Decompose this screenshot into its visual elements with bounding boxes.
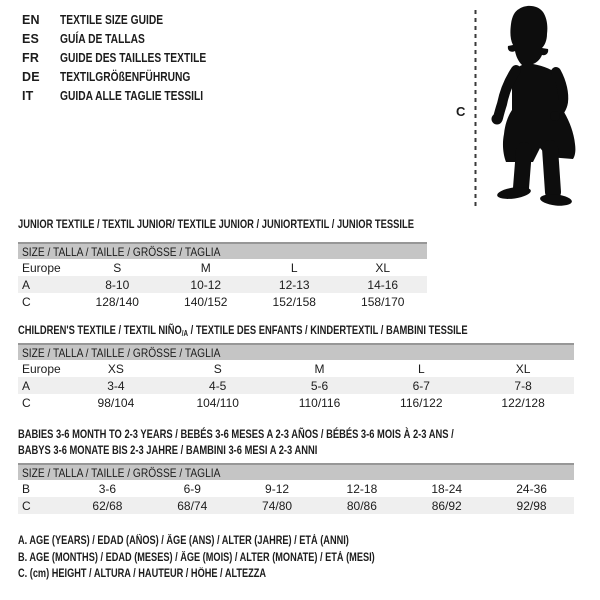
value-cell: 74/80	[235, 497, 320, 514]
value-cell: 5-6	[269, 377, 371, 394]
size-header-row	[18, 243, 427, 259]
value-cell: 6-7	[370, 377, 472, 394]
children-title-prefix: CHILDREN'S TEXTILE / TEXTIL NIÑO	[18, 323, 182, 337]
babies-title-line2: BABYS 3-6 MONATE BIS 2-3 JAHRE / BAMBINI 3-6 MESI A 2-3 ANNI	[18, 443, 318, 457]
row-label-cell: C	[22, 294, 31, 309]
value-cell: 158/170	[361, 294, 405, 309]
value-cell: 6-9	[183, 481, 201, 496]
value-cell: 7-8	[472, 377, 574, 394]
value-cell: 12-18	[346, 481, 378, 496]
age-row	[18, 276, 427, 293]
baby-shape	[492, 6, 576, 207]
language-row-en	[22, 10, 238, 29]
height-row	[18, 394, 574, 411]
language-code: ES	[22, 31, 40, 46]
value-cell: 98/104	[97, 395, 135, 410]
children-title-text	[18, 322, 468, 340]
language-title: TEXTILE SIZE GUIDE	[60, 12, 164, 27]
size-columns-row	[18, 360, 574, 377]
babies-title-line1: BABIES 3-6 MONTH TO 2-3 YEARS / BEBÉS 3-6 MESES A 2-3 AÑOS / BÉBÉS 3-6 MOIS À 2-3 ANS /	[18, 427, 454, 441]
row-label-cell: A	[18, 377, 65, 394]
children-title-subscript: /A	[181, 329, 189, 338]
language-code: EN	[22, 12, 40, 27]
babies-size-table	[18, 463, 574, 514]
size-col-cell: S	[213, 361, 222, 376]
size-col-cell: L	[290, 260, 298, 275]
language-row-de	[22, 68, 238, 87]
value-cell: 4-5	[167, 377, 269, 394]
row-label-cell: B	[22, 481, 31, 496]
size-col-cell: S	[113, 260, 122, 275]
note-text: C. (cm) HEIGHT / ALTURA / HAUTEUR / HÖHE / ALTEZZA	[18, 568, 267, 580]
note-height-cm	[18, 566, 464, 583]
language-title-list	[22, 10, 238, 106]
note-text: B. AGE (MONTHS) / EDAD (MESES) / ÂGE (MOIS) / ALTER (MONATE) / ETÀ (MESI)	[18, 551, 375, 564]
baby-silhouette	[448, 0, 600, 212]
note-age-years	[18, 533, 464, 550]
language-title: GUIDE DES TAILLES TEXTILE	[60, 50, 207, 65]
language-code: IT	[22, 89, 34, 104]
value-cell: 10-12	[162, 276, 251, 293]
value-cell: 3-6	[98, 481, 117, 496]
language-code: DE	[22, 70, 40, 85]
value-cell: 68/74	[150, 497, 235, 514]
children-title-suffix: / TEXTILE DES ENFANTS / KINDERTEXTIL / BAMBINI TESSILE	[188, 323, 468, 337]
legend-notes	[18, 533, 464, 583]
size-header-label: SIZE / TALLA / TAILLE / GRÖSSE / TAGLIA	[22, 465, 221, 480]
language-row-es	[22, 29, 238, 48]
value-cell: 18-24	[431, 481, 463, 496]
value-cell: 110/116	[298, 395, 341, 410]
children-table-title	[18, 322, 594, 340]
value-cell: 3-4	[65, 377, 167, 394]
size-header-row	[18, 344, 574, 360]
language-row-fr	[22, 48, 238, 67]
value-cell: 92/98	[489, 497, 574, 514]
row-label-cell: A	[18, 276, 73, 293]
language-title: GUÍA DE TALLAS	[60, 31, 145, 46]
size-col-cell: L	[417, 361, 425, 376]
size-header-label: SIZE / TALLA / TAILLE / GRÖSSE / TAGLIA	[22, 244, 221, 259]
value-cell: 9-12	[265, 481, 290, 496]
age-row	[18, 377, 574, 394]
value-cell: 86/92	[404, 497, 489, 514]
size-col-cell: XL	[515, 361, 531, 376]
babies-table-title	[18, 426, 577, 458]
size-col-cell: XL	[375, 260, 391, 275]
value-cell: 116/122	[400, 395, 443, 410]
value-cell: 140/152	[184, 294, 228, 309]
note-text: A. AGE (YEARS) / EDAD (AÑOS) / ÂGE (ANS) / ALTER (JAHRE) / ETÀ (ANNI)	[18, 535, 349, 547]
size-col-cell: M	[200, 260, 211, 275]
junior-title-text: JUNIOR TEXTILE / TEXTIL JUNIOR/ TEXTILE JUNIOR / JUNIORTEXTIL / JUNIOR TESSILE	[18, 217, 414, 231]
value-cell: 14-16	[339, 276, 428, 293]
value-cell: 128/140	[95, 294, 139, 309]
junior-table-title	[18, 216, 526, 232]
value-cell: 8-10	[73, 276, 162, 293]
value-cell: 152/158	[272, 294, 316, 309]
language-code: FR	[22, 50, 40, 65]
junior-size-table	[18, 242, 427, 310]
value-cell: 24-36	[516, 481, 547, 496]
size-header-label: SIZE / TALLA / TAILLE / GRÖSSE / TAGLIA	[22, 345, 221, 360]
region-label-cell: Europe	[22, 361, 61, 376]
language-title: TEXTILGRÖßENFÜHRUNG	[60, 70, 191, 85]
age-months-row	[18, 480, 574, 497]
value-cell: 12-13	[250, 276, 339, 293]
note-age-months	[18, 550, 464, 567]
baby-figure-area	[448, 0, 600, 212]
height-row	[18, 293, 427, 310]
size-columns-row	[18, 259, 427, 276]
region-label-cell: Europe	[22, 260, 61, 275]
language-row-it	[22, 87, 238, 106]
row-label-cell: C	[18, 497, 65, 514]
size-col-cell: M	[314, 361, 325, 376]
height-row	[18, 497, 574, 514]
value-cell: 104/110	[196, 395, 239, 410]
value-cell: 122/128	[501, 395, 545, 410]
value-cell: 80/86	[319, 497, 404, 514]
row-label-cell: C	[22, 395, 31, 410]
language-title: GUIDA ALLE TAGLIE TESSILI	[60, 89, 204, 104]
size-col-cell: XS	[107, 361, 124, 376]
size-header-row	[18, 464, 574, 480]
children-size-table	[18, 343, 574, 411]
value-cell: 62/68	[65, 497, 150, 514]
height-measure-label: C	[456, 104, 466, 119]
